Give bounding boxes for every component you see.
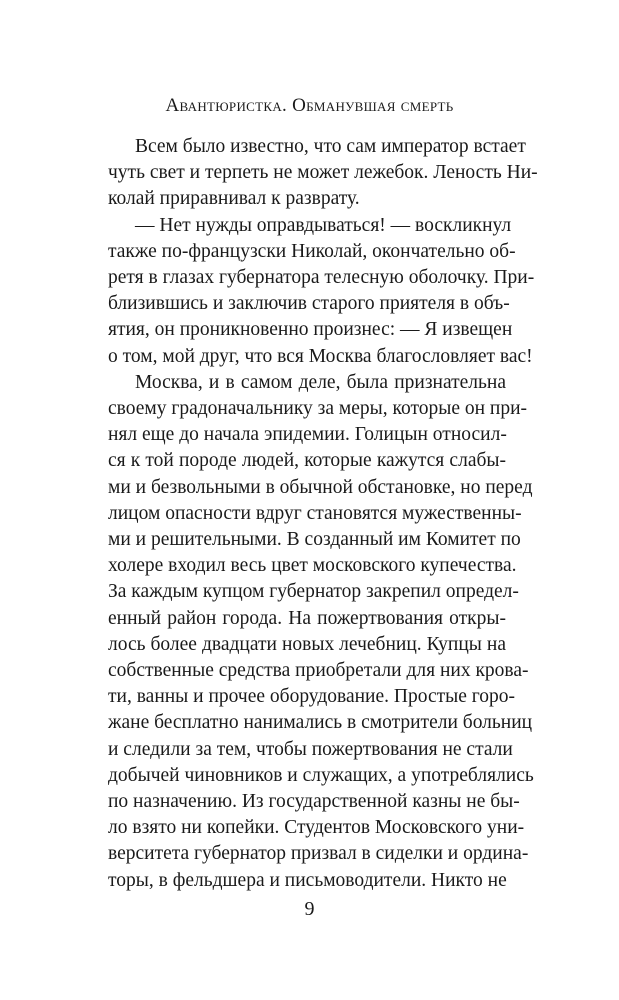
text-line: холере входил весь цвет московского купечества. xyxy=(108,555,517,577)
running-head: Авантюристка. Обманувшая смерть xyxy=(165,95,454,116)
text-line: жане бесплатно нанимались в смотрители больниц xyxy=(108,712,533,734)
text-line: Москва, и в самом деле, была признательна xyxy=(135,371,506,393)
text-line: ретя в глазах губернатора телесную оболочку. При- xyxy=(108,267,535,289)
text-line: ятия, он проникновенно произнес: — Я извещен xyxy=(108,319,513,341)
text-line: нял еще до начала эпидемии. Голицын относил- xyxy=(108,424,507,446)
text-line: близившись и заключив старого приятеля в объ- xyxy=(108,293,510,315)
text-line: лось более двадцати новых лечебниц. Купцы на xyxy=(108,633,506,655)
text-line: о том, мой друг, что вся Москва благословляет вас! xyxy=(108,345,533,367)
text-line: и следили за тем, чтобы пожертвования не стали xyxy=(108,738,513,760)
text-line: своему градоначальнику за меры, которые он при- xyxy=(108,398,528,420)
text-line: лицом опасности вдруг становятся мужественны- xyxy=(108,502,522,524)
text-line: ми и безвольными в обычной обстановке, но перед xyxy=(108,476,533,498)
text-line: — Нет нужды оправдываться! — воскликнул xyxy=(135,214,512,236)
paragraph xyxy=(108,370,534,894)
paragraph xyxy=(108,134,538,213)
paragraph xyxy=(108,213,535,370)
text-line: по назначению. Из государственной казны не бы- xyxy=(108,791,520,813)
text-line: ми и решительными. В созданный им Комитет по xyxy=(108,529,521,551)
text-line: чуть свет и терпеть не может лежебок. Леность Ни- xyxy=(108,162,538,184)
text-line: енный район города. На пожертвования откры- xyxy=(108,607,506,629)
text-line: также по-французски Николай, окончательно об- xyxy=(108,240,516,262)
text-line: собственные средства приобретали для них крова- xyxy=(108,660,529,682)
page-number: 9 xyxy=(304,898,315,920)
text-line: ло взято ни копейки. Студентов Московского уни- xyxy=(108,817,525,839)
text-line: добычей чиновников и служащих, а употреблялись xyxy=(108,764,534,786)
text-line: За каждым купцом губернатор закрепил определ- xyxy=(108,581,519,603)
text-line: верситета губернатор призвал в сиделки и ордина- xyxy=(108,843,529,865)
text-line: ти, ванны и прочее оборудование. Простые горо- xyxy=(108,686,516,708)
text-line: колай приравнивал к разврату. xyxy=(108,188,360,210)
text-line: торы, в фельдшера и письмоводители. Никто не xyxy=(108,869,507,891)
text-line: ся к той породе людей, которые кажутся слабы- xyxy=(108,450,506,472)
text-line: Всем было известно, что сам император встает xyxy=(135,136,526,157)
body-text xyxy=(108,134,538,894)
